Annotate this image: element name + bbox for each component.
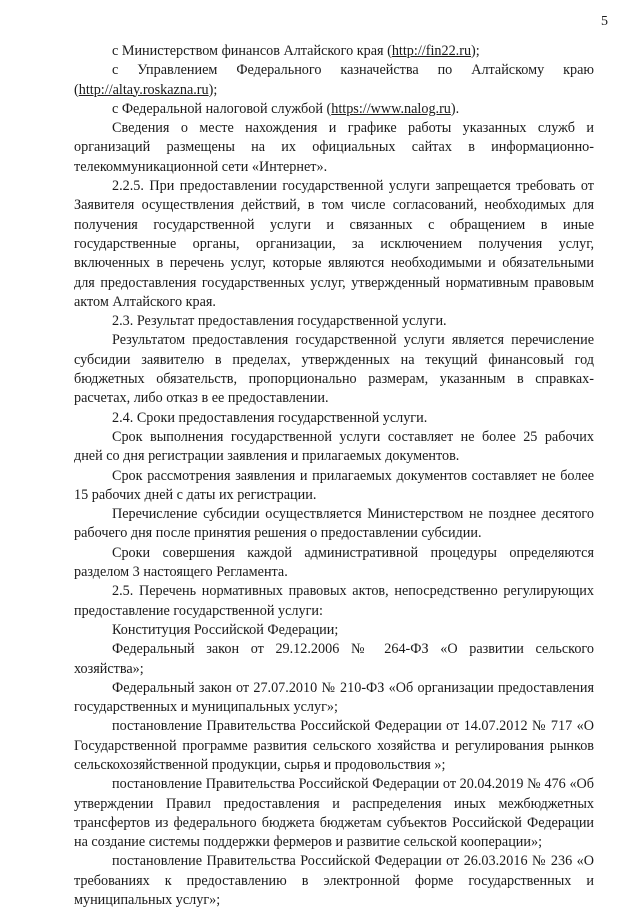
paragraph-kaznachestvo [74, 61, 594, 100]
list-item-law-210: Федеральный закон от 27.07.2010 № 210-ФЗ «Об организации предоставления государственных и муниципальных услуг»; [74, 679, 594, 716]
paragraph-text: с Управлением Федерального казначейства по Алтайскому краю ( [74, 62, 594, 98]
paragraph-result: Результатом предоставления государственной услуги является перечисление субсидии заявителю в пределах, утвержденных на текущий финансовый год бюджетных обязательств, пропорционально размерам, указанным в справках-расчетах, либо отказ в ее предоставлении. [74, 332, 594, 407]
paragraph-nalog [74, 100, 594, 119]
link-roskazna[interactable]: http://altay.roskazna.ru [78, 81, 209, 98]
heading-2-3: 2.3. Результат предоставления государственной услуги. [112, 313, 447, 330]
paragraph-text: с Федеральной налоговой службой ( [112, 100, 332, 117]
paragraph-contacts-info: Сведения о месте нахождения и графике работы указанных служб и организаций размещены на их официальных сайтах в информационно-телекоммуникационной сети «Интернет». [74, 120, 594, 175]
paragraph-procedure-terms: Сроки совершения каждой административной процедуры определяются разделом 3 настоящего Регламента. [74, 544, 594, 581]
paragraph-term-review: Срок рассмотрения заявления и прилагаемых документов составляет не более 15 рабочих дней с даты их регистрации. [74, 467, 594, 503]
paragraph-text: ); [471, 43, 480, 59]
page-number: 5 [601, 14, 608, 29]
paragraph-2-2-5: 2.2.5. При предоставлении государственной услуги запрещается требовать от Заявителя осуществления действий, в том числе согласований, необходимых для получения государственной услуги и связанных с обращением в иные государственные органы, организации, за исключением получения услуг, включенных в перечень услуг, которые являются необходимыми и обязательными для предоставления государственных услуг, утвержденный нормативным правовым актом Алтайского края. [74, 178, 594, 310]
list-item-decree-717: постановление Правительства Российской Федерации от 14.07.2012 № 717 «О Государственной программе развития сельского хозяйства и регулирования рынков сельскохозяйственной продукции, сырья и продовольствия »; [74, 718, 594, 773]
paragraph-term-execution: Срок выполнения государственной услуги составляет не более 25 рабочих дней со дня регистрации заявления и прилагаемых документов. [74, 428, 594, 465]
document-body [74, 42, 594, 910]
list-item-decree-236: постановление Правительства Российской Федерации от 26.03.2016 № 236 «О требованиях к предоставлению в электронной форме государственных и муниципальных услуг»; [74, 853, 594, 909]
link-fin22[interactable]: http://fin22.ru [391, 43, 472, 59]
list-item-constitution: Конституция Российской Федерации; [112, 621, 339, 638]
link-nalog[interactable]: https://www.nalog.ru [331, 100, 451, 117]
paragraph-text: ); [208, 81, 218, 98]
paragraph-text: ). [450, 100, 460, 117]
paragraph-text: с Министерством финансов Алтайского края ( [112, 43, 392, 59]
paragraph-transfer: Перечисление субсидии осуществляется Министерством не позднее десятого рабочего дня после принятия решения о предоставлении субсидии. [74, 506, 594, 542]
heading-2-4: 2.4. Сроки предоставления государственной услуги. [112, 409, 428, 426]
list-item-decree-476: постановление Правительства Российской Федерации от 20.04.2019 № 476 «Об утверждении Правил предоставления и распределения иных межбюджетных трансфертов из федерального бюджета бюджетам субъектов Российской Федерации на создание системы поддержки фермеров и развитие сельской кооперации»; [74, 776, 594, 851]
paragraph-minfin [74, 42, 594, 61]
list-item-law-264: Федеральный закон от 29.12.2006 № 264-ФЗ «О развитии сельского хозяйства»; [74, 641, 594, 677]
heading-2-5: 2.5. Перечень нормативных правовых актов, непосредственно регулирующих предоставление государственной услуги: [74, 583, 594, 619]
